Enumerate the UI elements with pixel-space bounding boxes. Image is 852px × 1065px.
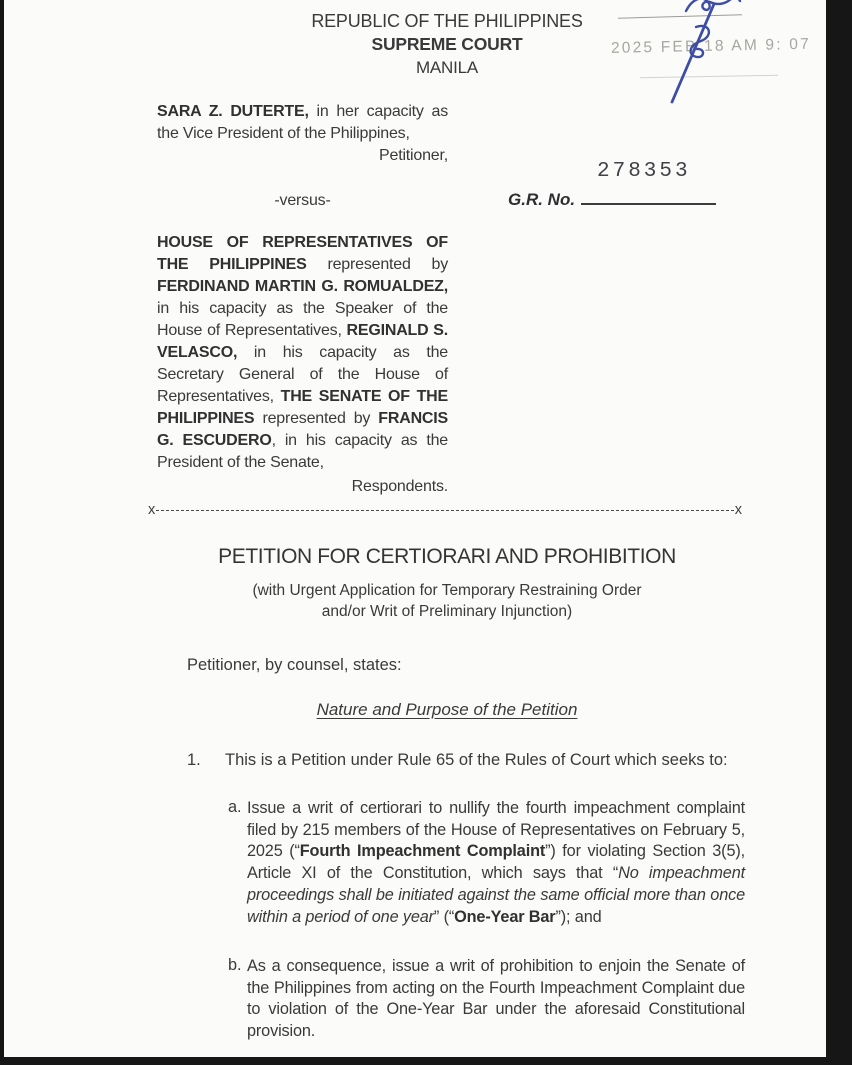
- petitioner-block: SARA Z. DUTERTE, in her capacity as the Vice President of the Philippines,: [157, 103, 448, 142]
- section-heading-text: Nature and Purpose of the Petition: [316, 700, 578, 719]
- pen-mark: [628, 0, 760, 114]
- item-a-label: a.: [228, 798, 242, 816]
- scan-edge-bottom: [0, 1057, 852, 1065]
- caption-separator: [148, 502, 742, 518]
- item-b-label: b.: [228, 956, 242, 974]
- manila-line: MANILA: [415, 58, 479, 77]
- subtitle-line-1: (with Urgent Application for Temporary Restraining Order: [252, 582, 642, 599]
- versus-label: -versus-: [274, 192, 331, 209]
- item-a-text: Issue a writ of certiorari to nullify the fourth impeachment complaint filed by 215 members of the House of Representatives on February 5, 2025 (“Fourth Impeachment Complaint”) for violating Section 3(5), Article XI of the Constitution, which says that “No impeachment proceedings shall be initiated against the same official more than once within a period of one year” (“One-Year Bar”); and: [247, 799, 745, 926]
- scan-edge-left: [0, 0, 4, 1065]
- received-date-stamp: 2025 FEB 18 AM 9: 07: [610, 35, 812, 57]
- paragraph-1: [187, 751, 747, 770]
- scan-edge-right: [826, 0, 852, 1065]
- petition-title: PETITION FOR CERTIORARI AND PROHIBITION: [218, 545, 676, 568]
- gr-no-label: G.R. No.: [508, 190, 576, 209]
- gr-no-line: [508, 189, 716, 210]
- petition-subtitle: [157, 580, 737, 622]
- gr-number-stamp: 278353: [597, 160, 691, 183]
- republic-line: REPUBLIC OF THE PHILIPPINES: [311, 11, 583, 31]
- paragraph-1-text: This is a Petition under Rule 65 of the Rules of Court which seeks to:: [225, 751, 728, 769]
- subtitle-line-2: and/or Writ of Preliminary Injunction): [321, 603, 573, 620]
- respondents-block: HOUSE OF REPRESENTATIVES OF THE PHILIPPINES represented by FERDINAND MARTIN G. ROMUALDEZ, in his capacity as the Speaker of the House of Representatives, REGINALD S. VELASCO, in his capacity as the Secretary General of the House of Representatives, THE SENATE OF THE PHILIPPINES represented by FRANCIS G. ESCUDERO, in his capacity as the President of the Senate,: [157, 234, 449, 471]
- petitioner-label: Petitioner,: [379, 147, 448, 164]
- separator-dashes: [156, 510, 734, 511]
- item-b-text: As a consequence, issue a writ of prohibition to enjoin the Senate of the Philippines from acting on the Fourth Impeachment Complaint due to violation of the One-Year Bar under the aforesaid Constitutional provision.: [247, 957, 745, 1041]
- separator-x-right: x: [734, 502, 742, 518]
- separator-x-left: x: [148, 502, 156, 518]
- section-heading: [157, 700, 737, 720]
- supreme-court-line: SUPREME COURT: [371, 34, 523, 54]
- paragraph-1-number: 1.: [187, 751, 201, 769]
- gr-no-blank: [581, 189, 716, 205]
- intro-line: Petitioner, by counsel, states:: [187, 656, 402, 674]
- respondents-label: Respondents.: [351, 478, 448, 495]
